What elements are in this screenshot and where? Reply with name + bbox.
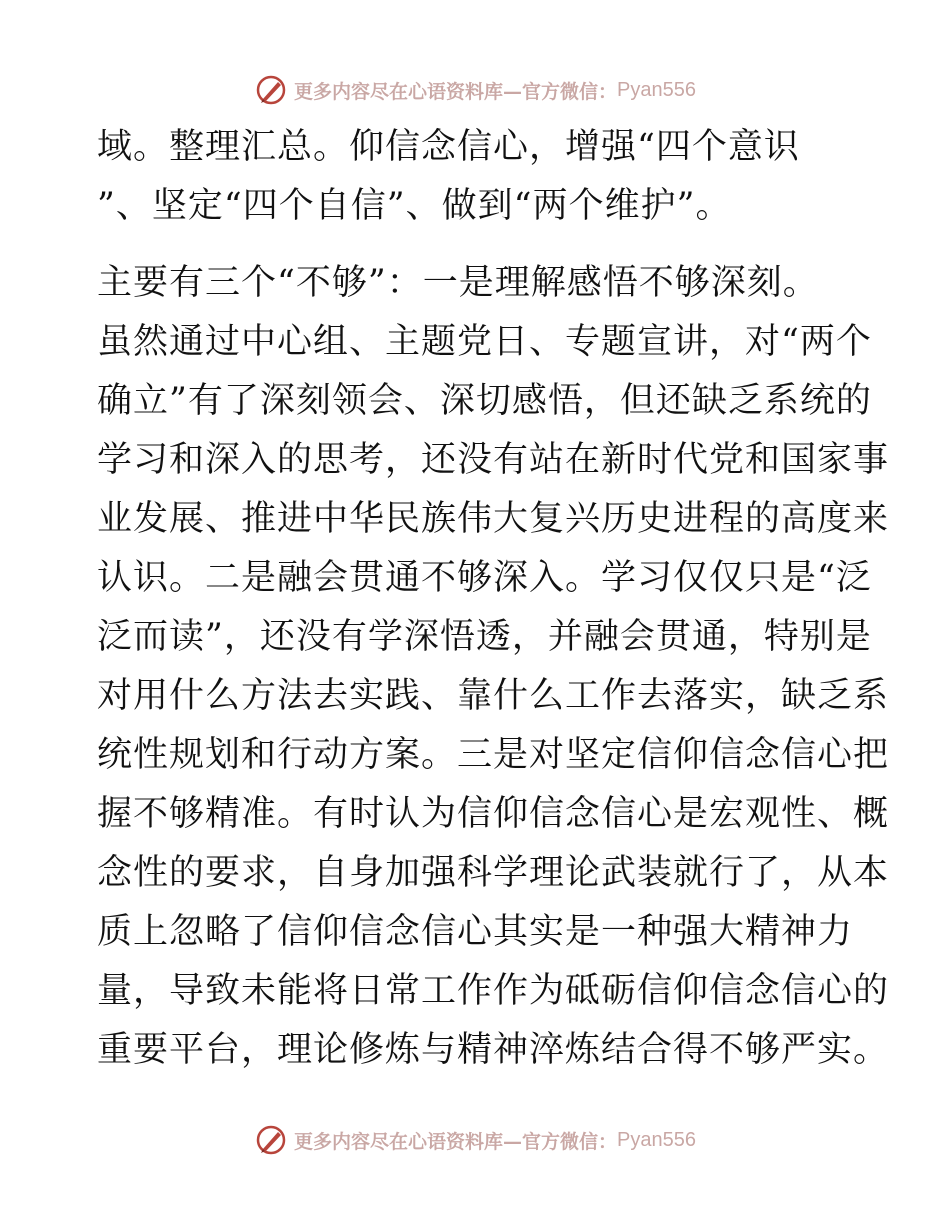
footer-watermark-text: 更多内容尽在心语资料库—官方微信： xyxy=(294,1130,618,1153)
text-line: 念性的要求，自身加强科学理论武装就行了，从本 xyxy=(97,853,890,893)
header-wechat-account: Pyan556 xyxy=(617,78,696,101)
text-line: 泛而读”，还没有学深悟透，并融会贯通，特别是 xyxy=(97,617,872,657)
text-line: 域。整理汇总。仰信念信心，增强“四个意识 xyxy=(97,127,800,167)
paragraph-2 xyxy=(97,254,890,1080)
text-line: 认识。二是融会贯通不够深入。学习仅仅只是“泛 xyxy=(97,558,872,598)
text-line: 虽然通过中心组、主题党日、专题宣讲，对“两个 xyxy=(97,322,872,362)
text-line: 主要有三个“不够”：一是理解感悟不够深刻。 xyxy=(97,263,819,303)
header-watermark-text: 更多内容尽在心语资料库—官方微信： xyxy=(294,80,618,103)
pen-logo-icon xyxy=(254,73,288,107)
text-line: ”、坚定“四个自信”、做到“两个维护”。 xyxy=(97,186,732,226)
text-line: 对用什么方法去实践、靠什么工作去落实，缺乏系 xyxy=(97,676,890,716)
text-line: 学习和深入的思考，还没有站在新时代党和国家事 xyxy=(97,440,890,480)
text-line: 业发展、推进中华民族伟大复兴历史进程的高度来 xyxy=(97,499,890,539)
paragraph-1 xyxy=(97,118,857,236)
text-line: 握不够精准。有时认为信仰信念信心是宏观性、概 xyxy=(97,794,890,834)
text-line: 量，导致未能将日常工作作为砥砺信仰信念信心的 xyxy=(97,971,890,1011)
footer-wechat-account: Pyan556 xyxy=(617,1128,696,1151)
text-line: 统性规划和行动方案。三是对坚定信仰信念信心把 xyxy=(97,735,890,775)
header-watermark xyxy=(0,70,950,110)
text-line: 确立”有了深刻领会、深切感悟，但还缺乏系统的 xyxy=(97,381,872,421)
footer-watermark xyxy=(0,1120,950,1160)
document-body xyxy=(97,118,890,1080)
text-line: 重要平台，理论修炼与精神淬炼结合得不够严实。 xyxy=(97,1030,890,1070)
pen-logo-icon xyxy=(254,1123,288,1157)
text-line: 质上忽略了信仰信念信心其实是一种强大精神力 xyxy=(97,912,854,952)
